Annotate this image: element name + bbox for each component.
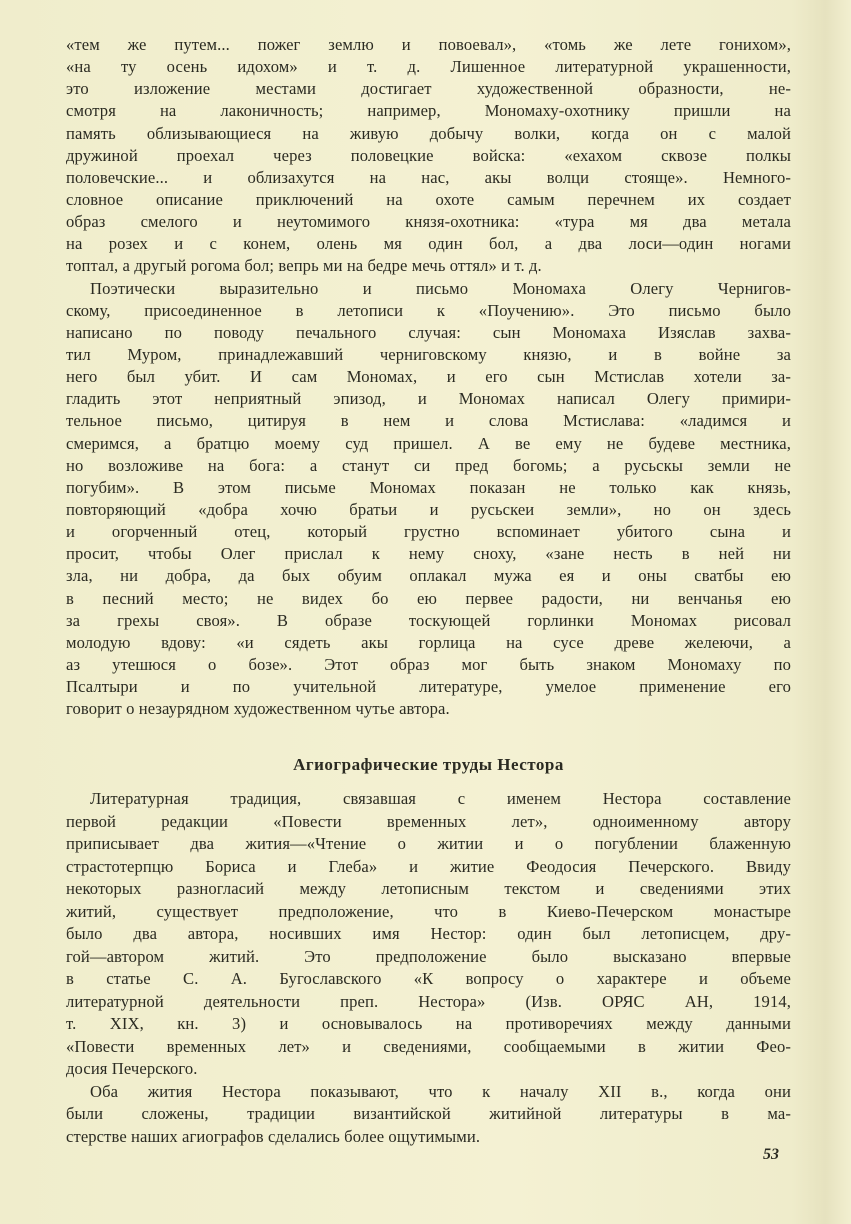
text-line: страстотерпцю Бориса и Глеба» и житие Феодосия Печерского. Ввиду: [66, 856, 791, 876]
text-line: смотря на лаконичность; например, Мономаху-охотнику пришли на: [66, 101, 791, 121]
text-line: Литературная традиция, связавшая с именем Нестора составление: [90, 789, 791, 809]
text-line: память облизывающиеся на живую добычу волки, когда он с малой: [66, 123, 791, 143]
text-line: «тем же путем... пожег землю и повоевал», «томь же лете гонихом»,: [66, 35, 791, 54]
text-line: но возложиве на бога: а станут си пред богомь; а русьскы земли не: [66, 455, 791, 475]
text-line: смеримся, а братцю моему суд пришел. А ве ему не будеве местника,: [66, 433, 791, 453]
text-line: житий, существует предположение, что в Киево-Печерском монастыре: [66, 901, 791, 921]
text-line: первой редакции «Повести временных лет», одноименному автору: [66, 811, 791, 831]
paragraph: [66, 788, 791, 1081]
text-line: дружиной проехал через половецкие войска: «ехахом сквозе полкы: [66, 145, 791, 165]
text-line: Псалтыри и по учительной литературе, умелое применение его: [66, 677, 791, 697]
section-monomakh: [66, 34, 791, 720]
text-line: словное описание приключений на охоте самым перечнем их создает: [66, 189, 791, 209]
section-nestor: [66, 788, 791, 1148]
text-line: скому, присоединенное в летописи к «Поучению». Это письмо было: [66, 300, 791, 320]
text-line: в статье С. А. Бугославского «К вопросу о характере и объеме: [66, 969, 791, 989]
text-line: некоторых разногласий между летописным текстом и сведениями этих: [66, 879, 791, 899]
text-line: стерстве наших агиографов сделались более ощутимыми.: [66, 1126, 481, 1146]
text-line: гладить этот неприятный эпизод, и Мономах написал Олегу примири-: [66, 389, 791, 409]
section-heading: Агиографические труды Нестора: [293, 755, 564, 775]
text-line: написано по поводу печального случая: сын Мономаха Изяслав захва-: [66, 322, 791, 342]
text-line: образ смелого и неутомимого князя-охотника: «тура мя два метала: [66, 212, 791, 232]
text-line: приписывает два жития—«Чтение о житии и о погублении блаженную: [66, 834, 791, 854]
text-line: за грехы своя». В образе тоскующей горлинки Мономах рисовал: [66, 610, 791, 630]
text-line: него был убит. И сам Мономах, и его сын Мстислав хотели за-: [66, 367, 791, 387]
text-line: говорит о незаурядном художественном чутье автора.: [66, 699, 450, 719]
text-line: т. XIX, кн. 3) и основывалось на противоречиях между данными: [66, 1014, 791, 1034]
book-page: [66, 34, 791, 1148]
text-line: повторяющий «добра хочю братьи и русьскеи земли», но он здесь: [66, 499, 791, 519]
page-number: 53: [763, 1146, 779, 1163]
text-line: тил Муром, принадлежавший черниговскому князю, и в войне за: [66, 344, 791, 364]
text-line: было два автора, носивших имя Нестор: один был летописцем, дру-: [66, 924, 791, 944]
text-line: на розех и с конем, олень мя один бол, а два лоси—один ногами: [66, 234, 791, 254]
text-line: тельное письмо, цитируя в нем и слова Мстислава: «ладимся и: [66, 411, 791, 431]
text-line: Оба жития Нестора показывают, что к началу XII в., когда они: [90, 1081, 791, 1101]
text-line: топтал, а другый рогома бол; вепрь ми на бедре мечь оттял» и т. д.: [66, 256, 542, 276]
text-line: аз утешюся о бозе». Этот образ мог быть знаком Мономаху по: [66, 654, 791, 674]
paragraph: [66, 278, 791, 721]
text-line: гой—автором житий. Это предположение было высказано впервые: [66, 946, 791, 966]
text-line: погубим». В этом письме Мономах показан не только как князь,: [66, 477, 791, 497]
paragraph: [66, 34, 791, 278]
text-line: «Повести временных лет» и сведениями, сообщаемыми в житии Фео-: [66, 1036, 791, 1056]
text-line: это изложение местами достигает художественной образности, не-: [66, 79, 791, 99]
text-line: Поэтически выразительно и письмо Мономаха Олегу Чернигов-: [90, 278, 791, 298]
text-line: были сложены, традиции византийской житийной литературы в ма-: [66, 1104, 791, 1124]
paragraph: [66, 1081, 791, 1149]
text-line: зла, ни добра, да бых обуим оплакал мужа ея и оны сватбы ею: [66, 566, 791, 586]
text-line: «на ту осень идохом» и т. д. Лишенное литературной украшенности,: [66, 57, 791, 77]
text-line: досия Печерского.: [66, 1059, 198, 1079]
text-line: просит, чтобы Олег прислал к нему сноху, «зане несть в ней ни: [66, 544, 791, 564]
text-line: половечские... и облизахутся на нас, акы волци стояще». Немного-: [66, 167, 791, 187]
text-line: молодую вдову: «и сядеть акы горлица на сусе древе желеючи, а: [66, 632, 791, 652]
text-line: и огорченный отец, который грустно вспоминает убитого сына и: [66, 522, 791, 542]
text-line: в песний место; не видех бо ею первее радости, ни венчанья ею: [66, 588, 791, 608]
text-line: литературной деятельности преп. Нестора» (Изв. ОРЯС АН, 1914,: [66, 991, 791, 1011]
